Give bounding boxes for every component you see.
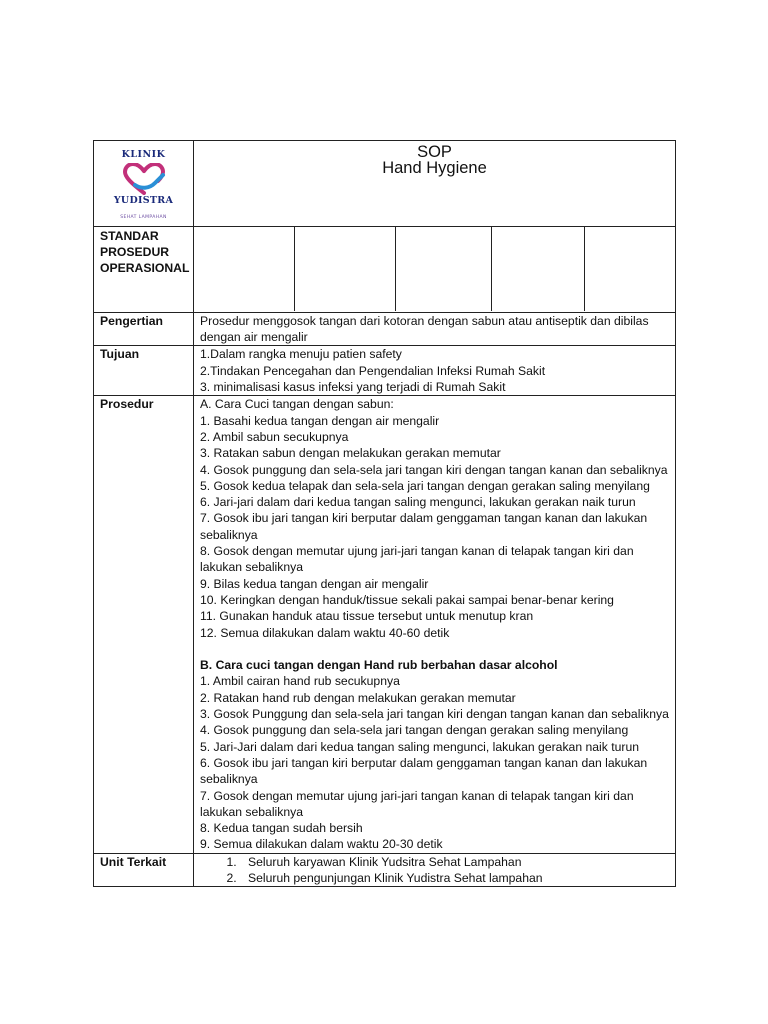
section-a-item: 4. Gosok punggung dan sela-sela jari tangan kiri dengan tangan kanan dan sebaliknya	[200, 462, 668, 477]
tujuan-list	[194, 346, 676, 396]
tujuan-item: 3. minimalisasi kasus infeksi yang terjadi di Rumah Sakit	[200, 380, 506, 395]
standar-label-line3: OPERASIONAL	[100, 261, 190, 276]
section-b-item: 5. Jari-Jari dalam dari kedua tangan saling mengunci, lakukan gerakan naik turun	[200, 739, 640, 754]
section-a-item: 10. Keringkan dengan handuk/tissue sekali pakai sampai benar-benar kering	[200, 592, 614, 607]
blank-cell	[294, 227, 395, 311]
doc-type-title: SOP	[417, 143, 452, 161]
section-a-item: 7. Gosok ibu jari tangan kiri berputar dalam genggaman tangan kanan dan lakukan sebaliknya	[200, 511, 648, 542]
section-b-item: 6. Gosok ibu jari tangan kiri berputar dalam genggaman tangan kanan dan lakukan sebaliknya	[200, 755, 648, 787]
prosedur-content	[194, 396, 676, 853]
doc-title: Hand Hygiene	[382, 159, 487, 178]
section-b-item: 2. Ratakan hand rub dengan melakukan gerakan memutar	[200, 690, 516, 705]
section-a-item: 5. Gosok kedua telapak dan sela-sela jari tangan dengan gerakan saling menyilang	[200, 478, 650, 493]
unit-terkait-label: Unit Terkait	[94, 853, 194, 887]
standar-label-line1: STANDAR	[100, 228, 159, 243]
logo-brand-name: YUDISTRA	[113, 195, 174, 207]
standar-blank-cells	[194, 226, 676, 312]
standar-label-cell	[94, 226, 194, 312]
title-cell	[194, 141, 676, 227]
section-b-title: B. Cara cuci tangan dengan Hand rub berbahan dasar alcohol	[200, 658, 558, 673]
blank-cell	[395, 227, 491, 311]
section-a-item: 9. Bilas kedua tangan dengan air mengalir	[200, 576, 429, 591]
prosedur-label: Prosedur	[94, 396, 194, 853]
tujuan-item: 1.Dalam rangka menuju patien safety	[200, 347, 402, 362]
section-a-item: 2. Ambil sabun secukupnya	[200, 429, 349, 444]
tujuan-item: 2.Tindakan Pencegahan dan Pengendalian Infeksi Rumah Sakit	[200, 363, 546, 378]
unit-terkait-list	[200, 854, 669, 887]
spacer	[200, 641, 669, 657]
blank-cell	[194, 227, 294, 311]
section-b-item: 4. Gosok punggung dan sela-sela jari tangan dengan gerakan saling menyilang	[200, 723, 629, 738]
section-a-item: 12. Semua dilakukan dalam waktu 40-60 detik	[200, 625, 450, 640]
section-b-item: 1. Ambil cairan hand rub secukupnya	[200, 674, 400, 689]
clinic-logo	[94, 147, 193, 226]
pengertian-label: Pengertian	[94, 312, 194, 346]
section-a-item: 3. Ratakan sabun dengan melakukan gerakan memutar	[200, 446, 501, 461]
section-b-item: 8. Kedua tangan sudah bersih	[200, 821, 363, 836]
blank-cell	[584, 227, 675, 311]
logo-brand-top: KLINIK	[121, 149, 166, 160]
section-a-title: A. Cara Cuci tangan dengan sabun:	[200, 397, 394, 412]
section-a-item: 1. Basahi kedua tangan dengan air mengalir	[200, 413, 440, 428]
standar-label-line2: PROSEDUR	[100, 245, 170, 260]
pengertian-text: Prosedur menggosok tangan dari kotoran dengan sabun atau antiseptik dan dibilas dengan air mengalir	[194, 312, 676, 346]
tujuan-label: Tujuan	[94, 346, 194, 396]
sop-table	[93, 140, 676, 887]
section-b-item: 7. Gosok dengan memutar ujung jari-jari tangan kanan di telapak tangan kiri dan lakukan sebaliknya	[200, 788, 634, 819]
unit-terkait-item: 1. Seluruh karyawan Klinik Yudsitra Sehat Lampahan	[240, 854, 669, 870]
standar-sub-table	[194, 227, 675, 311]
section-a-item: 11. Gunakan handuk atau tissue tersebut untuk menutup kran	[200, 609, 534, 624]
logo-brand-tagline: SEHAT LAMPAHAN	[120, 214, 167, 220]
section-b-item: 9. Semua dilakukan dalam waktu 20-30 detik	[200, 837, 443, 852]
unit-terkait-cell	[194, 853, 676, 887]
heart-hand-icon	[121, 163, 167, 195]
blank-cell	[491, 227, 584, 311]
unit-terkait-item: 2. Seluruh pengunjungan Klinik Yudistra Sehat lampahan	[240, 870, 669, 886]
section-b-item: 3. Gosok Punggung dan sela-sela jari tangan kiri dengan tangan kanan dan sebaliknya	[200, 707, 669, 722]
logo-cell	[94, 141, 194, 227]
section-a-item: 6. Jari-jari dalam dari kedua tangan saling mengunci, lakukan gerakan naik turun	[200, 495, 636, 510]
section-a-item: 8. Gosok dengan memutar ujung jari-jari tangan kanan di telapak tangan kiri dan lakukan sebaliknya	[200, 544, 634, 575]
